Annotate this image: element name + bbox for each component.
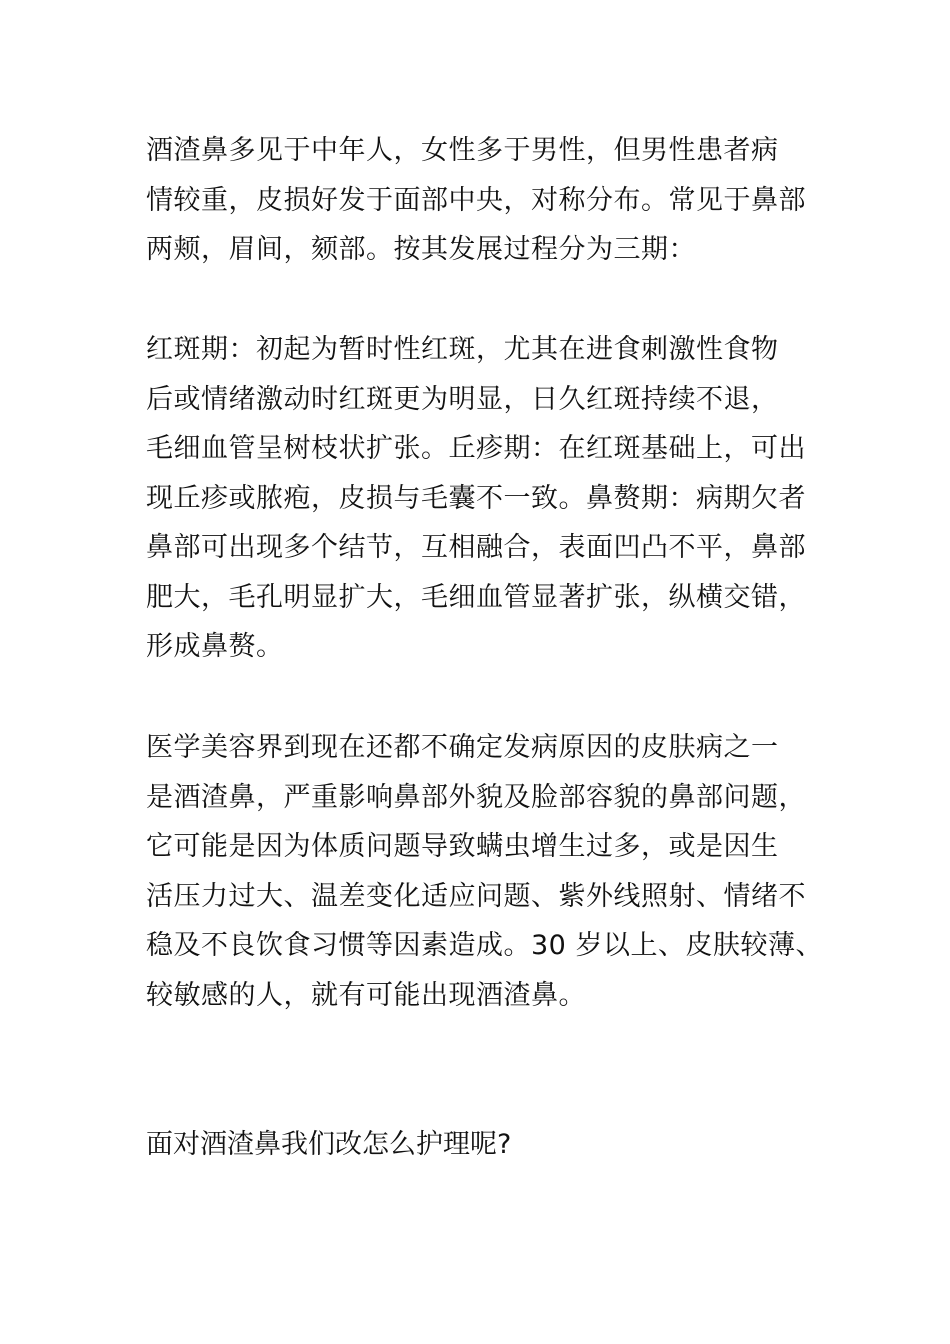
text-line: 酒渣鼻多见于中年人，女性多于男性，但男性患者病	[146, 135, 779, 166]
paragraph-stages	[146, 325, 816, 672]
text-line: 情较重，皮损好发于面部中央，对称分布。常见于鼻部	[146, 184, 806, 216]
text-line: 较敏感的人，就有可能出现酒渣鼻。	[146, 979, 586, 1011]
paragraph-causes	[146, 723, 823, 1020]
text-line: 稳及不良饮食习惯等因素造成。30 岁以上、皮肤较薄、	[146, 930, 823, 961]
text-line: 红斑期：初起为暂时性红斑，尤其在进食刺激性食物	[146, 334, 779, 365]
text-line: 活压力过大、温差变化适应问题、紫外线照射、情绪不	[146, 880, 806, 912]
text-line: 现丘疹或脓疱，皮损与毛囊不一致。鼻赘期：病期欠者	[146, 482, 806, 514]
text-line: 形成鼻赘。	[146, 631, 284, 662]
text-line: 它可能是因为体质问题导致螨虫增生过多，或是因生	[146, 831, 779, 862]
text-line: 两颊，眉间，颏部。按其发展过程分为三期：	[146, 234, 696, 265]
text-line: 毛细血管呈树枝状扩张。丘疹期：在红斑基础上，可出	[146, 433, 806, 464]
text-line: 后或情绪激动时红斑更为明显，日久红斑持续不退，	[146, 383, 779, 415]
text-line: 医学美容界到现在还都不确定发病原因的皮肤病之一	[146, 732, 779, 763]
text-line: 肥大，毛孔明显扩大，毛细血管显著扩张，纵横交错，	[146, 581, 806, 613]
text-line: 鼻部可出现多个结节，互相融合，表面凹凸不平，鼻部	[146, 532, 806, 563]
paragraph-overview	[146, 126, 816, 275]
section-heading: 面对酒渣鼻我们改怎么护理呢?	[146, 1129, 512, 1160]
text-line: 是酒渣鼻，严重影响鼻部外貌及脸部容貌的鼻部问题，	[146, 781, 806, 813]
